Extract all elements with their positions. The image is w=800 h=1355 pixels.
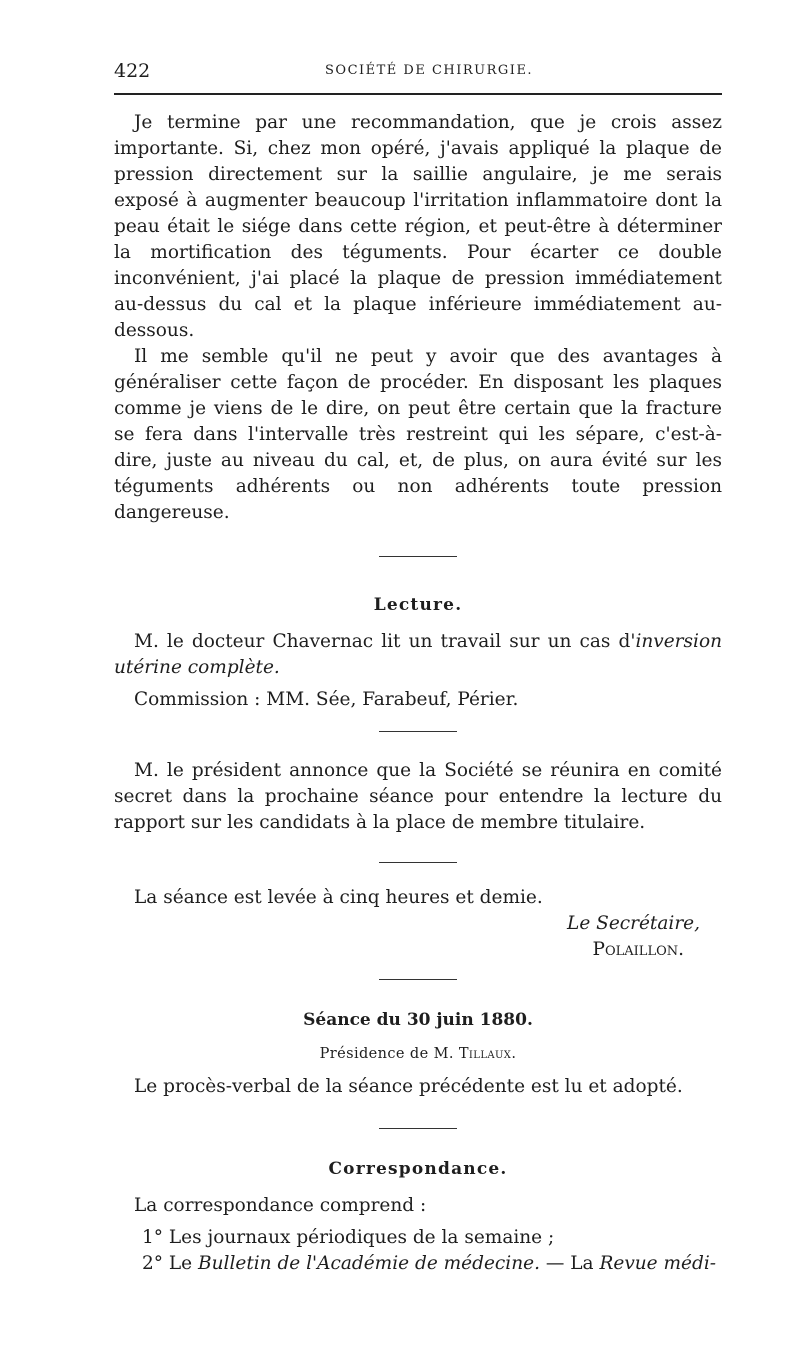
seance-title: Séance du 30 juin 1880. [303, 1010, 533, 1030]
presidence-prefix: Présidence de M. [319, 1046, 454, 1062]
lecture-title-italic: inversion utérine complète. [114, 631, 722, 678]
correspondance-item-1: 1° Les journaux périodiques de la semaine ; [142, 1227, 555, 1248]
secretary-role: Le Secrétaire, [567, 913, 700, 934]
item2-bulletin: Bulletin de l'Académie de médecine. [198, 1253, 540, 1274]
page-number: 422 [114, 60, 151, 82]
item2-revue: Revue médi- [599, 1253, 717, 1274]
paragraph-recommendation: Je termine par une recommandation, que je crois assez importante. Si, chez mon opéré, j'avais appliqué la plaque de pression directement sur la saillie angulaire, je me serais exposé à augmenter beaucoup l'irritation inflammatoire dont la peau était le siége dans cette région, et peut-être à déterminer la mortification des téguments. Pour écarter ce double inconvénient, j'ai placé la plaque de pression immédiatement au-dessus du cal et la plaque inférieure immédiatement au-dessous. [114, 112, 722, 341]
item2-prefix: 2° Le [142, 1253, 193, 1274]
item2-mid: — La [545, 1253, 594, 1274]
correspondance-item-2 [114, 1251, 722, 1277]
commission-line: Commission : MM. Sée, Farabeuf, Périer. [134, 689, 519, 710]
paragraph-generalize: Il me semble qu'il ne peut y avoir que des avantages à généraliser cette façon de procéder. En disposant les plaques comme je viens de le dire, on peut être certain que la fracture se fera dans l'intervalle très restreint qui les sépare, c'est-à-dire, juste au niveau du cal, et, de plus, on aura évité sur les téguments adhérents ou non adhérents toute pression dangereuse. [114, 346, 722, 523]
lecture-paragraph [114, 629, 722, 681]
closing-line: La séance est levée à cinq heures et demie. [134, 887, 543, 908]
secretary-name: Polaillon. [592, 939, 684, 960]
minutes-line: Le procès-verbal de la séance précédente est lu et adopté. [134, 1076, 683, 1097]
announcement-paragraph: M. le président annonce que la Société se réunira en comité secret dans la prochaine séance pour entendre la lecture du rapport sur les candidats à la place de membre titulaire. [114, 760, 722, 833]
presidence-line [114, 1046, 722, 1062]
running-title: SOCIÉTÉ DE CHIRURGIE. [325, 63, 534, 78]
header-rule [114, 93, 722, 95]
president-name: Tillaux. [458, 1046, 517, 1062]
correspondance-intro: La correspondance comprend : [134, 1195, 427, 1216]
lecture-heading: Lecture. [373, 595, 463, 615]
correspondance-heading: Correspondance. [328, 1159, 508, 1179]
lecture-text: M. le docteur Chavernac lit un travail sur un cas d' [134, 631, 636, 652]
page-body [114, 110, 722, 1277]
